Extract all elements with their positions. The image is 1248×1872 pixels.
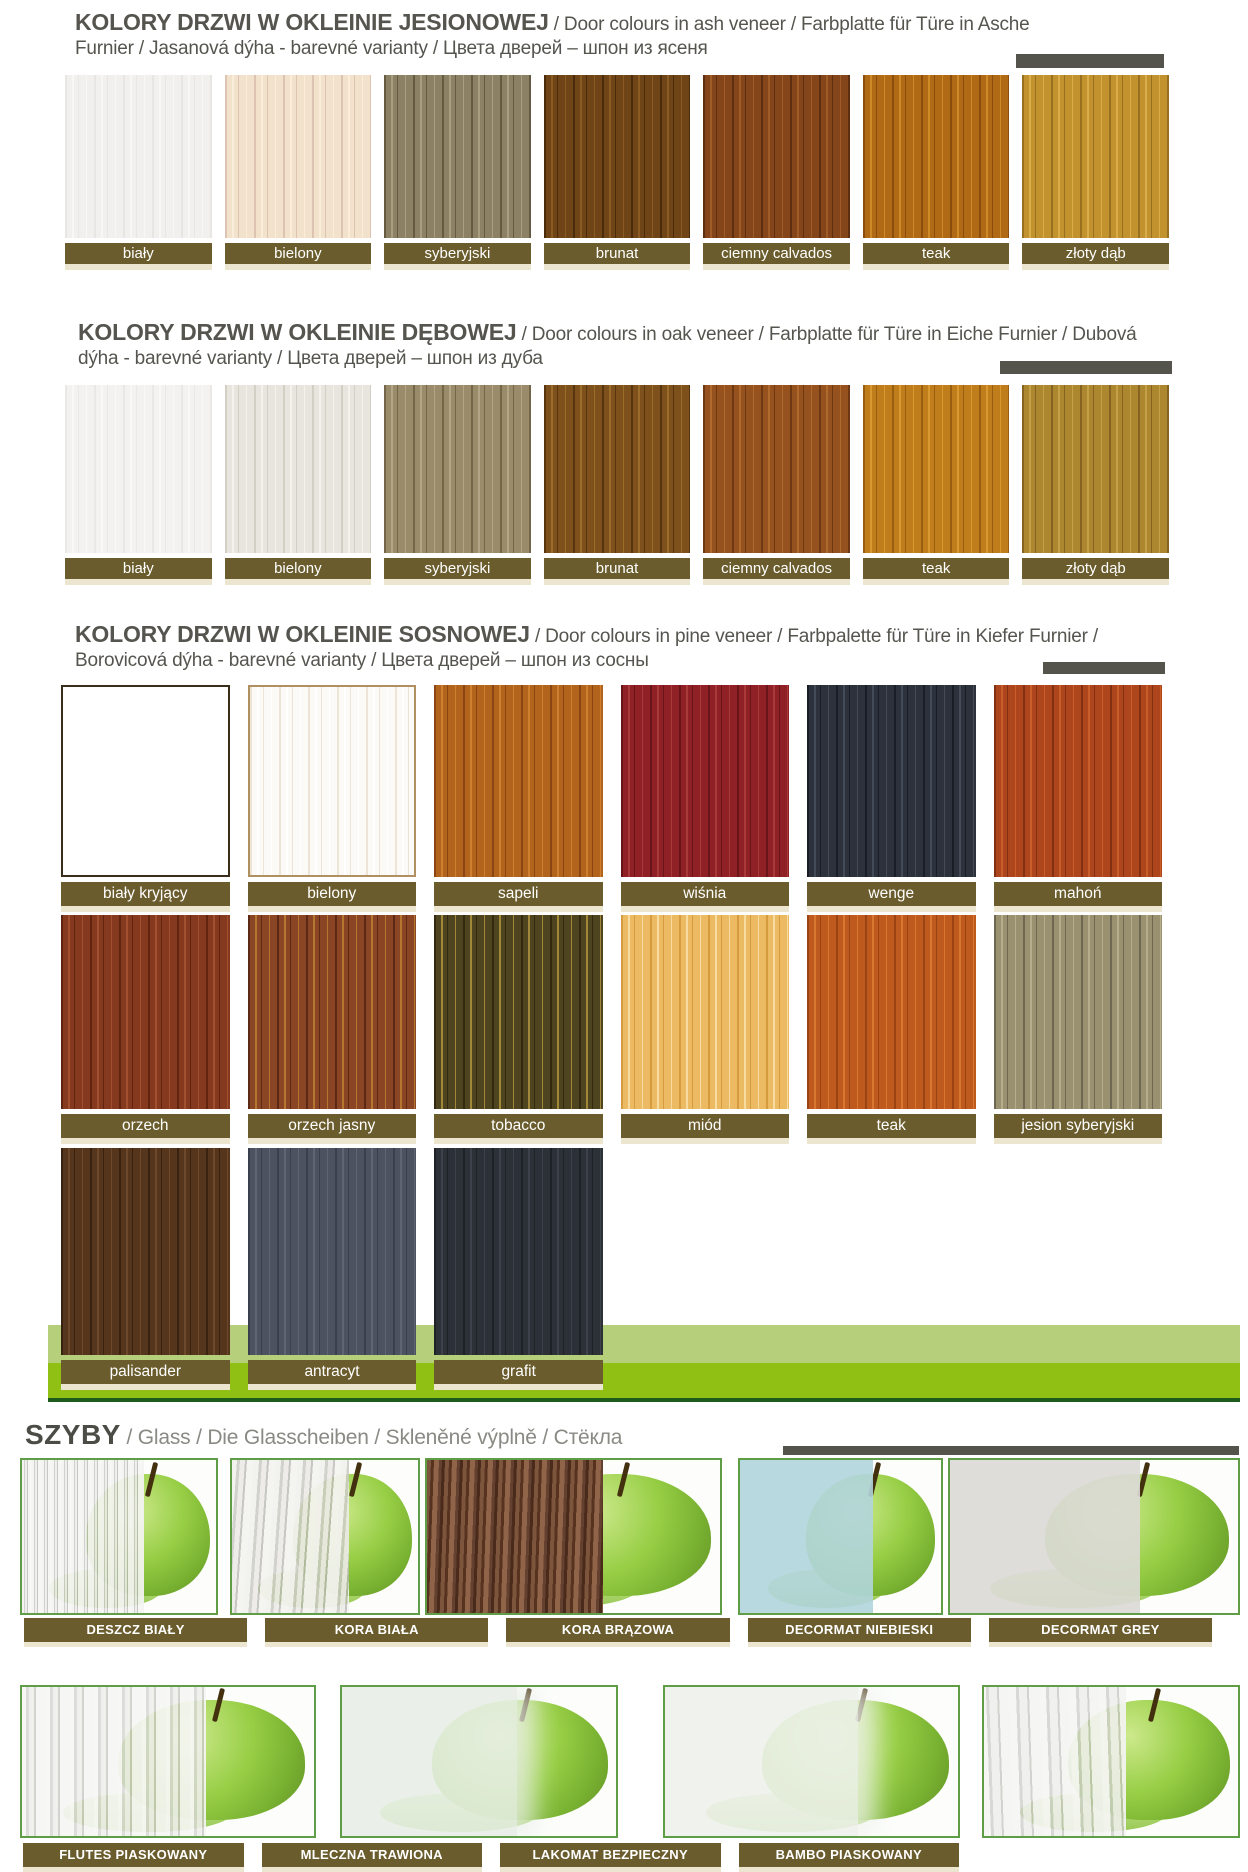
wood-swatch-label: biały <box>65 243 212 264</box>
glass-label <box>24 1618 247 1647</box>
label-shadow-strip <box>61 906 230 912</box>
wood-swatch-label: biały <box>65 558 212 579</box>
label-shadow-strip <box>989 1642 1212 1647</box>
wood-swatch-cell <box>703 75 850 270</box>
label-shadow-strip <box>994 906 1163 912</box>
oak-title-translations: / Door colours in oak veneer / Farbplatte für Türe in Eiche Furnier / Dubová dýha - barevné varianty / Цвета дверей – шпон из дуба <box>78 324 1137 370</box>
wood-swatch-cell <box>434 685 603 912</box>
wood-swatch-label: ciemny calvados <box>703 558 850 579</box>
glass-header-underline <box>783 1446 1239 1455</box>
glass-label-bar: MLECZNA TRAWIONA <box>262 1843 483 1867</box>
glass-label <box>265 1618 488 1647</box>
wood-swatch-label: jesion syberyjski <box>994 1114 1163 1138</box>
wood-swatch-label: bielony <box>248 882 417 906</box>
wood-swatch-cell <box>621 685 790 912</box>
ash-swatch-row <box>65 75 1169 270</box>
wood-swatch-label: tobacco <box>434 1114 603 1138</box>
wood-swatch <box>248 1148 417 1355</box>
glass-texture-overlay <box>22 1687 206 1836</box>
label-shadow-strip <box>225 264 372 270</box>
label-shadow-strip <box>807 906 976 912</box>
wood-swatch-cell <box>863 385 1010 585</box>
wood-swatch-label: orzech jasny <box>248 1114 417 1138</box>
glass-label-bar: LAKOMAT BEZPIECZNY <box>500 1843 721 1867</box>
wood-swatch-cell <box>994 685 1163 912</box>
wood-swatch <box>703 385 850 553</box>
glass-label <box>506 1618 729 1647</box>
glass-tile <box>663 1685 960 1838</box>
wood-swatch-cell <box>544 75 691 270</box>
wood-swatch <box>863 385 1010 553</box>
label-shadow-strip <box>748 1642 971 1647</box>
wood-swatch <box>248 685 417 877</box>
wood-swatch-cell <box>65 385 212 585</box>
wood-swatch-label: ciemny calvados <box>703 243 850 264</box>
wood-swatch <box>1022 75 1169 238</box>
wood-swatch <box>225 75 372 238</box>
wood-swatch <box>61 915 230 1109</box>
pine-swatch-row-2 <box>61 915 1162 1144</box>
wood-swatch-cell <box>621 915 790 1144</box>
wood-swatch-cell <box>225 385 372 585</box>
glass-label-bar: KORA BRĄZOWA <box>506 1618 729 1642</box>
glass-label <box>500 1843 721 1872</box>
glass-label <box>748 1618 971 1647</box>
glass-label-row-1 <box>24 1618 1212 1647</box>
pine-section-title <box>75 620 1120 674</box>
label-shadow-strip <box>61 1138 230 1144</box>
glass-label-bar: DESZCZ BIAŁY <box>24 1618 247 1642</box>
glass-texture-overlay <box>740 1460 873 1613</box>
glass-tile <box>340 1685 618 1838</box>
wood-swatch-label: wiśnia <box>621 882 790 906</box>
glass-label-bar: DECORMAT NIEBIESKI <box>748 1618 971 1642</box>
wood-swatch <box>384 75 531 238</box>
wood-swatch-cell <box>434 1148 603 1390</box>
glass-title-translations: / Glass / Die Glasscheiben / Skleněné výplně / Стёкла <box>120 1426 623 1449</box>
label-shadow-strip <box>61 1384 230 1390</box>
pine-header-underline <box>1043 662 1165 674</box>
wood-swatch-cell <box>65 75 212 270</box>
wood-swatch-label: sapeli <box>434 882 603 906</box>
glass-tile <box>425 1458 722 1615</box>
glass-label-bar: KORA BIAŁA <box>265 1618 488 1642</box>
wood-swatch-label: teak <box>863 558 1010 579</box>
label-shadow-strip <box>248 1384 417 1390</box>
wood-swatch-cell <box>703 385 850 585</box>
wood-swatch-label: syberyjski <box>384 243 531 264</box>
label-shadow-strip <box>863 579 1010 585</box>
green-band-line <box>48 1398 1240 1402</box>
pine-title-translations: / Door colours in pine veneer / Farbpalette für Türe in Kiefer Furnier / Borovicová dýha - barevné varianty / Цвета дверей – шпон из сосны <box>75 626 1098 672</box>
label-shadow-strip <box>225 579 372 585</box>
glass-label <box>262 1843 483 1872</box>
label-shadow-strip <box>434 1138 603 1144</box>
wood-swatch-cell <box>225 75 372 270</box>
label-shadow-strip <box>248 906 417 912</box>
label-shadow-strip <box>265 1642 488 1647</box>
glass-label-row-2 <box>23 1843 959 1872</box>
wood-swatch-label: teak <box>863 243 1010 264</box>
glass-label <box>23 1843 244 1872</box>
label-shadow-strip <box>544 579 691 585</box>
wood-swatch-cell <box>61 1148 230 1390</box>
glass-label-bar: BAMBO PIASKOWANY <box>739 1843 960 1867</box>
label-shadow-strip <box>384 579 531 585</box>
glass-texture-overlay <box>665 1687 858 1836</box>
wood-swatch-cell <box>994 915 1163 1144</box>
wood-swatch <box>994 915 1163 1109</box>
glass-texture-overlay <box>950 1460 1140 1613</box>
wood-swatch-cell <box>1022 75 1169 270</box>
glass-tile <box>948 1458 1240 1615</box>
label-shadow-strip <box>863 264 1010 270</box>
label-shadow-strip <box>703 579 850 585</box>
wood-swatch <box>225 385 372 553</box>
label-shadow-strip <box>434 906 603 912</box>
wood-swatch <box>434 685 603 877</box>
wood-swatch-label: grafit <box>434 1360 603 1384</box>
glass-texture-overlay <box>984 1687 1126 1836</box>
wood-swatch-cell <box>544 385 691 585</box>
wood-swatch-label: orzech <box>61 1114 230 1138</box>
label-shadow-strip <box>621 1138 790 1144</box>
wood-swatch-label: bielony <box>225 243 372 264</box>
wood-swatch <box>61 1148 230 1355</box>
label-shadow-strip <box>994 1138 1163 1144</box>
wood-swatch <box>65 385 212 553</box>
wood-swatch-label: złoty dąb <box>1022 558 1169 579</box>
label-shadow-strip <box>384 264 531 270</box>
glass-title-bold: SZYBY <box>25 1419 121 1450</box>
wood-swatch-label: palisander <box>61 1360 230 1384</box>
wood-swatch <box>807 685 976 877</box>
wood-swatch <box>61 685 230 877</box>
label-shadow-strip <box>65 264 212 270</box>
glass-label <box>739 1843 960 1872</box>
wood-swatch-label: miód <box>621 1114 790 1138</box>
wood-swatch <box>807 915 976 1109</box>
wood-swatch <box>65 75 212 238</box>
wood-swatch-label: biały kryjący <box>61 882 230 906</box>
wood-swatch-label: antracyt <box>248 1360 417 1384</box>
pine-swatch-row-1 <box>61 685 1162 912</box>
ash-title-translations: / Door colours in ash veneer / Farbplatte für Türe in Asche Furnier / Jasanová dýha - barevné varianty / Цвета дверей – шпон из ясеня <box>75 14 1030 60</box>
label-shadow-strip <box>544 264 691 270</box>
label-shadow-strip <box>703 264 850 270</box>
glass-label <box>989 1618 1212 1647</box>
oak-swatch-row <box>65 385 1169 585</box>
wood-swatch <box>248 915 417 1109</box>
label-shadow-strip <box>807 1138 976 1144</box>
wood-swatch-cell <box>863 75 1010 270</box>
wood-swatch <box>621 915 790 1109</box>
wood-swatch-cell <box>248 685 417 912</box>
wood-swatch <box>863 75 1010 238</box>
label-shadow-strip <box>1022 579 1169 585</box>
ash-header-underline <box>1016 54 1164 68</box>
wood-swatch-label: złoty dąb <box>1022 243 1169 264</box>
wood-swatch-cell <box>384 385 531 585</box>
glass-texture-overlay <box>342 1687 517 1836</box>
wood-swatch-label: syberyjski <box>384 558 531 579</box>
wood-swatch <box>544 75 691 238</box>
wood-swatch <box>544 385 691 553</box>
wood-swatch-cell <box>248 1148 417 1390</box>
glass-texture-overlay <box>427 1460 603 1613</box>
wood-swatch-label: wenge <box>807 882 976 906</box>
glass-tile <box>982 1685 1240 1838</box>
oak-header-underline <box>1000 361 1172 374</box>
wood-swatch-label: mahoń <box>994 882 1163 906</box>
wood-swatch-cell <box>248 915 417 1144</box>
label-shadow-strip <box>1022 264 1169 270</box>
glass-label-bar: DECORMAT GREY <box>989 1618 1212 1642</box>
ash-section-title <box>75 8 1065 62</box>
glass-tile <box>20 1685 316 1838</box>
wood-swatch <box>1022 385 1169 553</box>
label-shadow-strip <box>248 1138 417 1144</box>
glass-tile <box>230 1458 420 1615</box>
wood-swatch <box>434 915 603 1109</box>
oak-title-bold: KOLORY DRZWI W OKLEINIE DĘBOWEJ <box>78 319 517 345</box>
glass-tile <box>738 1458 943 1615</box>
wood-swatch <box>994 685 1163 877</box>
label-shadow-strip <box>434 1384 603 1390</box>
wood-swatch-cell <box>61 915 230 1144</box>
wood-swatch-cell <box>61 685 230 912</box>
label-shadow-strip <box>506 1642 729 1647</box>
wood-swatch-cell <box>807 915 976 1144</box>
wood-swatch-cell <box>434 915 603 1144</box>
wood-swatch-label: bielony <box>225 558 372 579</box>
wood-swatch-label: teak <box>807 1114 976 1138</box>
wood-swatch-label: brunat <box>544 243 691 264</box>
wood-swatch-label: brunat <box>544 558 691 579</box>
wood-swatch <box>384 385 531 553</box>
glass-texture-overlay <box>22 1460 144 1613</box>
label-shadow-strip <box>24 1642 247 1647</box>
wood-swatch <box>621 685 790 877</box>
ash-title-bold: KOLORY DRZWI W OKLEINIE JESIONOWEJ <box>75 9 549 35</box>
wood-swatch-cell <box>807 685 976 912</box>
pine-swatch-row-3 <box>61 1148 603 1390</box>
wood-swatch-cell <box>1022 385 1169 585</box>
label-shadow-strip <box>621 906 790 912</box>
glass-texture-overlay <box>232 1460 349 1613</box>
glass-label-bar: FLUTES PIASKOWANY <box>23 1843 244 1867</box>
wood-swatch-cell <box>384 75 531 270</box>
glass-tile <box>20 1458 218 1615</box>
pine-title-bold: KOLORY DRZWI W OKLEINIE SOSNOWEJ <box>75 621 530 647</box>
wood-swatch <box>703 75 850 238</box>
label-shadow-strip <box>65 579 212 585</box>
wood-swatch <box>434 1148 603 1355</box>
